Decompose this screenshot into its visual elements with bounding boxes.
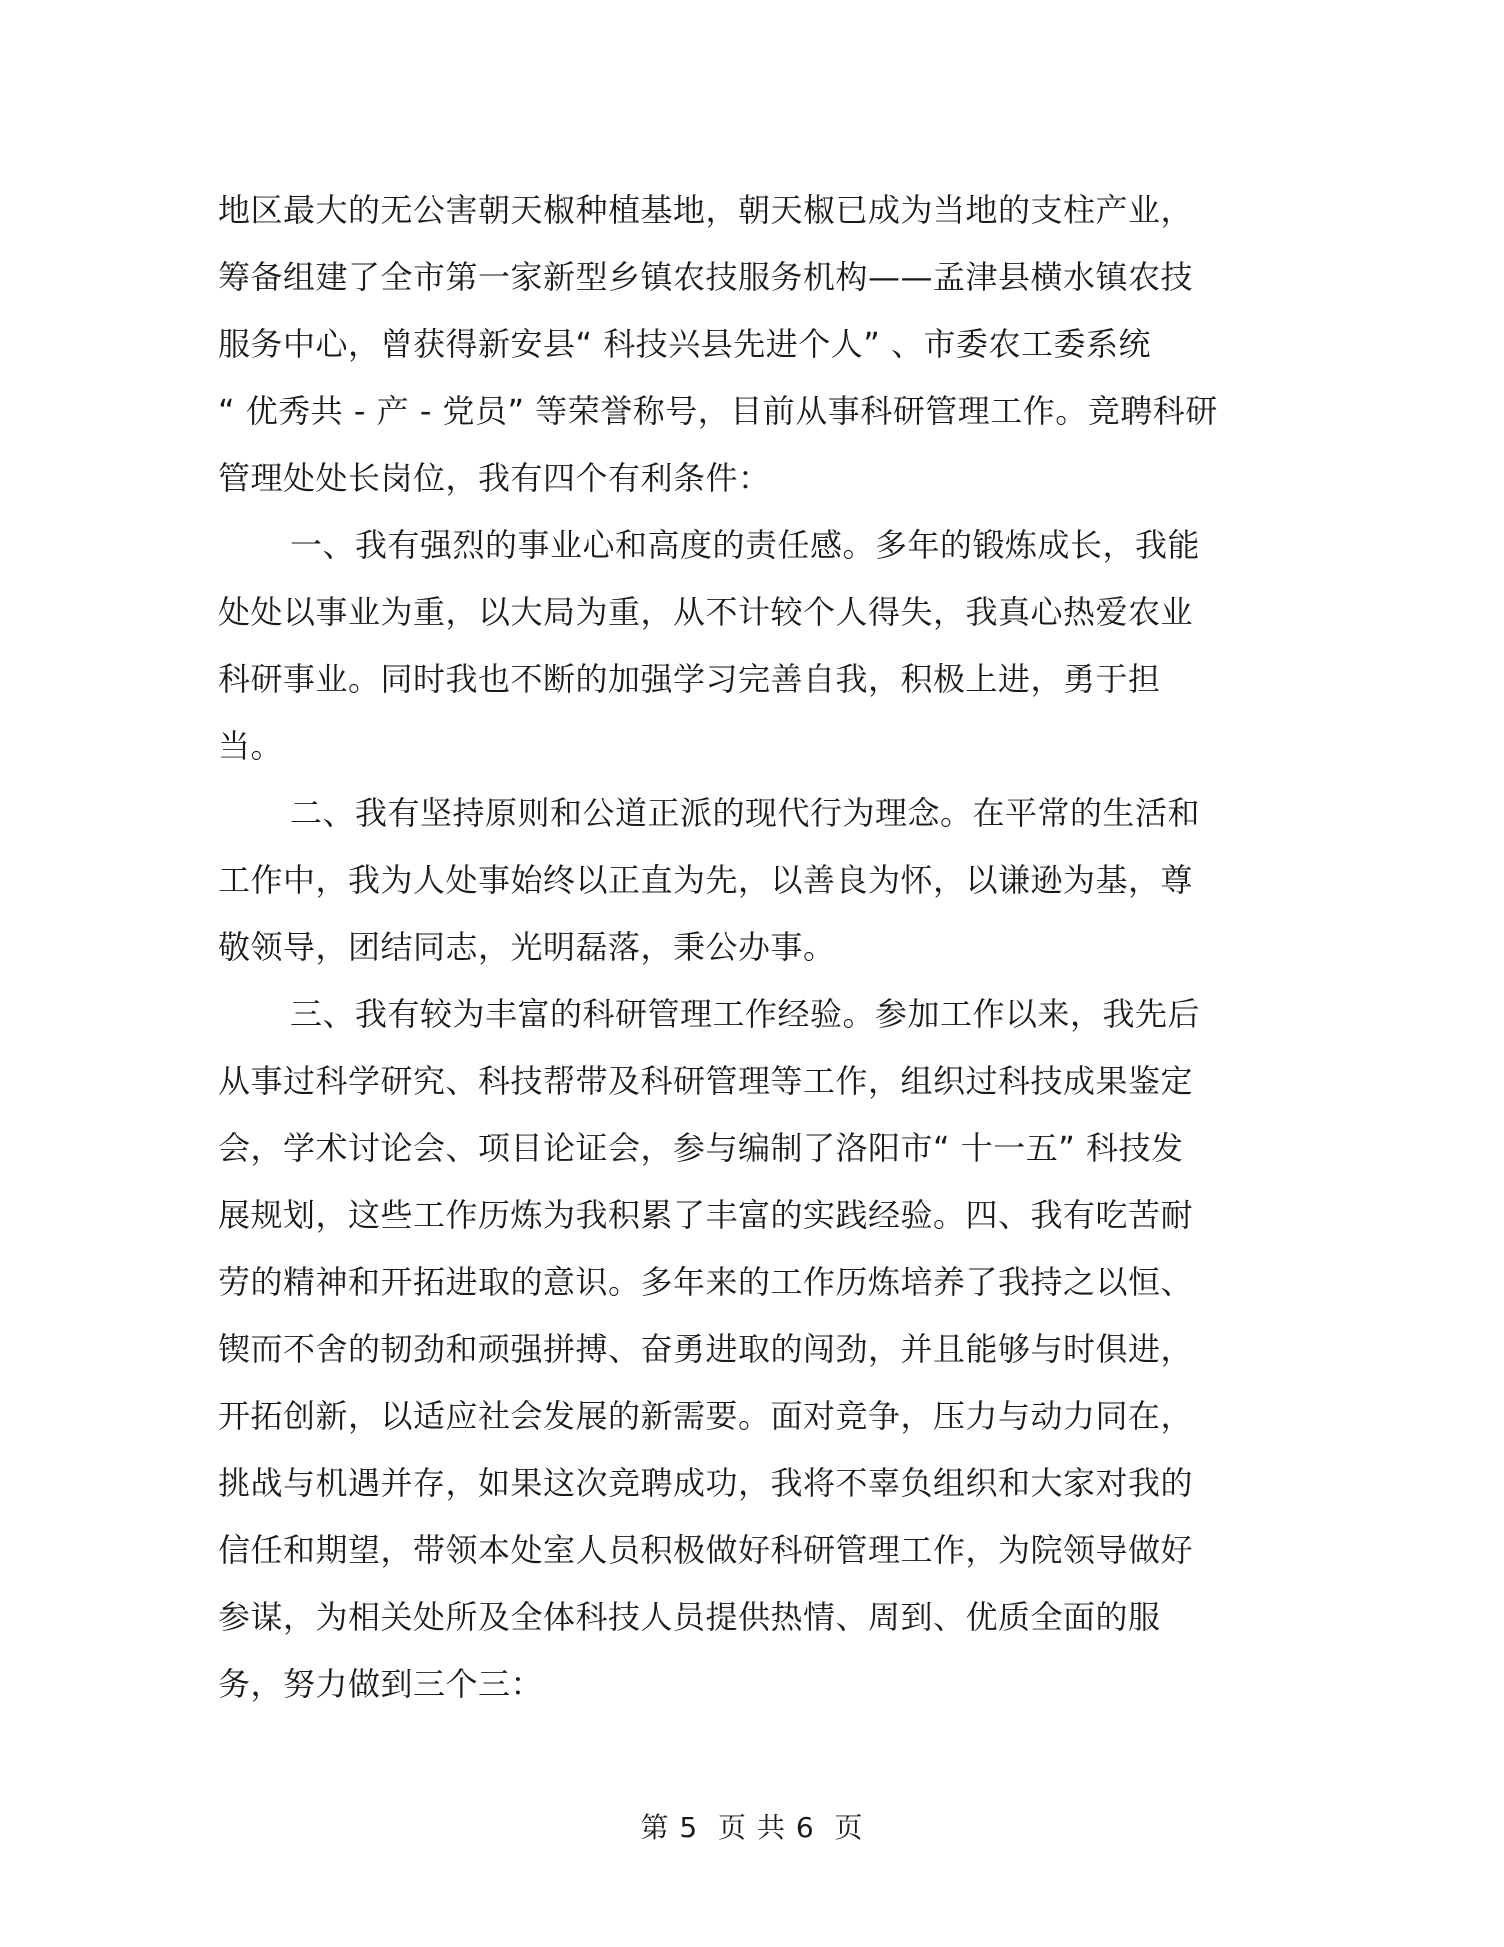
text-line: 工作中，我为人处事始终以正直为先，以善良为怀，以谦逊为基，尊 (218, 861, 1194, 899)
text-line: 参谋，为相关处所及全体科技人员提供热情、周到、优质全面的服 (218, 1598, 1161, 1636)
text-line: 会，学术讨论会、项目论证会，参与编制了洛阳市“ 十一五” 科技发 (218, 1129, 1184, 1167)
text-line: “ 优秀共 - 产 - 党员” 等荣誉称号，目前从事科研管理工作。竞聘科研 (218, 392, 1218, 430)
text-line: 管理处处长岗位，我有四个有利条件： (218, 459, 771, 497)
text-line: 信任和期望，带领本处室人员积极做好科研管理工作，为院领导做好 (218, 1531, 1194, 1569)
text-line: 当。 (218, 727, 284, 765)
text-line: 挑战与机遇并存，如果这次竞聘成功，我将不辜负组织和大家对我的 (218, 1464, 1194, 1502)
text-line: 敬领导，团结同志，光明磊落，秉公办事。 (218, 928, 836, 966)
text-line: 筹备组建了全市第一家新型乡镇农技服务机构——孟津县横水镇农技 (218, 258, 1194, 296)
text-line: 展规划，这些工作历炼为我积累了丰富的实践经验。四、我有吃苦耐 (218, 1196, 1194, 1234)
page-number-footer: 第 5 页 共 6 页 (640, 1811, 864, 1844)
text-line: 开拓创新，以适应社会发展的新需要。面对竞争，压力与动力同在， (218, 1397, 1194, 1435)
text-line: 处处以事业为重，以大局为重，从不计较个人得失，我真心热爱农业 (218, 593, 1194, 631)
text-line: 三、我有较为丰富的科研管理工作经验。参加工作以来，我先后 (290, 995, 1201, 1033)
text-line: 劳的精神和开拓进取的意识。多年来的工作历炼培养了我持之以恒、 (218, 1263, 1194, 1301)
text-line: 地区最大的无公害朝天椒种植基地，朝天椒已成为当地的支柱产业， (218, 191, 1194, 229)
text-line: 服务中心，曾获得新安县“ 科技兴县先进个人” 、市委农工委系统 (218, 325, 1152, 363)
text-line: 锲而不舍的韧劲和顽强拼搏、奋勇进取的闯劲，并且能够与时俱进， (218, 1330, 1194, 1368)
text-line: 科研事业。同时我也不断的加强学习完善自我，积极上进，勇于担 (218, 660, 1161, 698)
document-body (218, 177, 1218, 1718)
text-line: 从事过科学研究、科技帮带及科研管理等工作，组织过科技成果鉴定 (218, 1062, 1194, 1100)
text-line: 二、我有坚持原则和公道正派的现代行为理念。在平常的生活和 (290, 794, 1201, 832)
text-line: 务，努力做到三个三： (218, 1665, 544, 1703)
text-line: 一、我有强烈的事业心和高度的责任感。多年的锻炼成长，我能 (290, 526, 1201, 564)
